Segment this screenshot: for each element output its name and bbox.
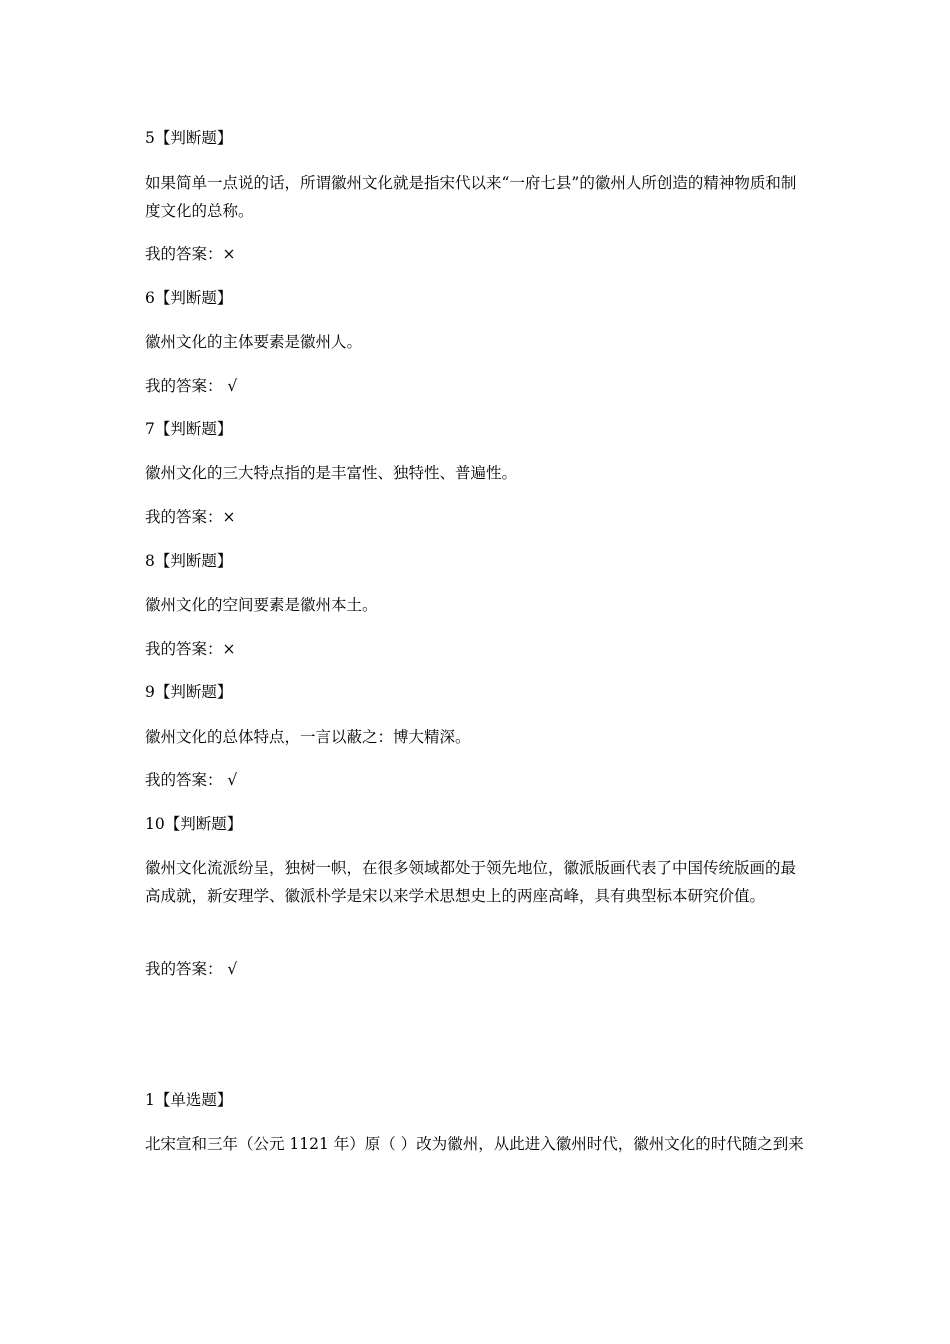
question-stem: 北宋宣和三年（公元 1121 年）原（ ）改为徽州，从此进入徽州时代，徽州文化的时代随之到来 <box>145 1135 804 1153</box>
question-stem: 徽州文化流派纷呈，独树一帜，在很多领域都处于领先地位，徽派版画代表了中国传统版画的最高成就，新安理学、徽派朴学是宋以来学术思想史上的两座高峰，具有典型标本研究价值。 <box>145 859 797 905</box>
question-stem: 徽州文化的总体特点，一言以蔽之：博大精深。 <box>145 728 471 746</box>
question-header: 10【判断题】 <box>145 815 243 833</box>
question-header: 9【判断题】 <box>145 683 233 701</box>
question-stem: 徽州文化的三大特点指的是丰富性、独特性、普遍性。 <box>145 464 518 482</box>
my-answer: 我的答案： √ <box>145 771 238 789</box>
question-header: 5【判断题】 <box>145 129 233 147</box>
question-header: 1【单选题】 <box>145 1091 233 1109</box>
question-header: 7【判断题】 <box>145 420 233 438</box>
question-header: 8【判断题】 <box>145 552 233 570</box>
question-stem: 徽州文化的空间要素是徽州本土。 <box>145 596 378 614</box>
my-answer: 我的答案：× <box>145 245 236 263</box>
question-stem: 如果简单一点说的话，所谓徽州文化就是指宋代以来“一府七县”的徽州人所创造的精神物质和制度文化的总称。 <box>145 174 797 220</box>
question-header: 6【判断题】 <box>145 289 233 307</box>
my-answer: 我的答案： √ <box>145 960 238 978</box>
my-answer: 我的答案： √ <box>145 377 238 395</box>
my-answer: 我的答案：× <box>145 508 236 526</box>
my-answer: 我的答案：× <box>145 640 236 658</box>
question-stem: 徽州文化的主体要素是徽州人。 <box>145 333 363 351</box>
